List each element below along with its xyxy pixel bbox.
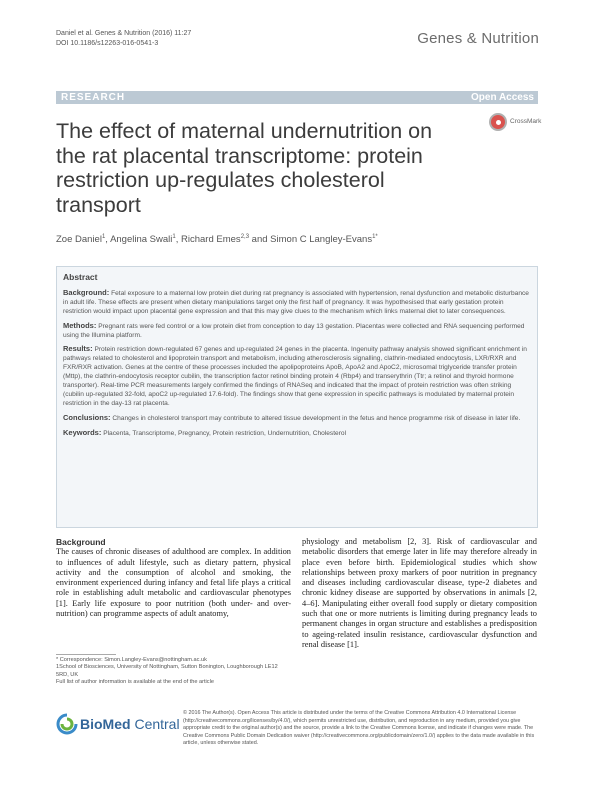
open-access-label: Open Access [471,92,534,103]
citation-line: Daniel et al. Genes & Nutrition (2016) 11:27 [56,30,192,37]
abstract-box [56,266,538,528]
footnotes [56,657,291,686]
abstract-methods: Methods: Pregnant rats were fed control or a low protein diet from conception to day 13 gestation. Placentas were collected and RNA sequencing performed using the Illumina platform. [63,320,525,339]
author-list: Zoe Daniel$^1$, Angelina Swali$^1$, Richard Emes$^{2,3}$ and Simon C Langley-Evans$^{1*}$ [56,234,378,246]
author-conjunction: and [251,234,268,246]
abstract-background: Background: Fetal exposure to a maternal low protein diet during rat pregnancy is associated with hypertension, renal dysfunction and metabolic disturbance in adult life. These effects are present when dietary manipulations target only the first half of pregnancy. It was hypothesised that early gestation protein restriction would impact upon placental gene expression and that this may give clues to the mechanism which links maternal diet to later consequences. [63,287,529,315]
abstract-conclusions: Conclusions: Changes in cholesterol transport may contribute to altered tissue development in the fetus and hence programme risk of disease in later life. [63,412,521,422]
abstract-results: Results: Protein restriction down-regulated 67 genes and up-regulated 24 genes in the placenta. Ingenuity pathway analysis showed significant enrichment in pathways related to cholesterol and lipoprotein transport and metabolism, including atherosclerosis signalling, clathrin-mediated endocytosis, LXR/RXR and FXR/RXR activation. Genes at the centre of these processes included the apolipoproteins ApoB, ApoA2 and ApoC2, microsomal triglyceride transfer protein (Mttp), the clathrin-endocytosis receptor cubilin, the transcription factor retinol binding protein 4 (Rbp4) and transerythrin (Ttr; a retinol and thyroid hormone transporter). Real-time PCR measurements largely confirmed the findings of RNASeq and indicated that the impact of protein restriction was often striking (cubilin up-regulated 32-fold, apoC2 up-regulated 17.6-fold). The findings show that gene expression in specific pathways is modulated by maternal protein restriction in the day-13 rat placenta. [63,344,527,407]
crossmark-label: CrossMark [510,118,542,125]
body-paragraph: The causes of chronic diseases of adulthood are complex. In addition to influences of adult lifestyle, such as dietary pattern, physical activity and the consumption of alcohol and smoking, the environment experienced during infancy and fetal life plays a critical role in establishing adult metabolic and cardiovascular phenotypes [1]. Early life exposure to poor nutrition (both under- and over-nutrition) can programme aspects of adult anatomy, [56,547,291,619]
body-paragraph: physiology and metabolism [2, 3]. Risk of cardiovascular and metabolic disorders that emerge later in life may therefore already in place even before birth. Epidemiological studies which show relationships between proxy markers of poor nutrition in pregnancy and diseases including cardiovascular disease, type-2 diabetes and chronic kidney disease are supported by observations in animals [2, 4–6]. Manipulating either overall food supply or dietary composition such that one or more nutrients is limiting during pregnancy leads to permanent changes in organ structure and establishes a predisposition to ageing-related insulin resistance, cardiovascular dysfunction and renal disease [1]. [302,537,537,649]
license-text: © 2016 The Author(s). Open Access This article is distributed under the terms of the Creative Commons Attribution 4.0 International License (http://creativecommons.org/licenses/by/4.0/), which permits unrestricted use, distribution, and reproduction in any medium, provided you give appropriate credit to the original author(s) and the source, provide a link to the Creative Commons license, and indicate if changes were made. The Creative Commons Public Domain Dedication waiver (http://creativecommons.org/publicdomain/zero/1.0/) applies to the data made available in this article, unless otherwise stated. [183,710,535,747]
article-title: The effect of maternal undernutrition on the rat placental transcriptome: protein restriction up-regulates cholesterol transport [56,119,433,217]
doi-line[interactable]: DOI 10.1186/s12263-016-0541-3 [56,40,159,47]
body-column-right [302,537,537,650]
publisher-logo[interactable] [56,711,180,737]
author-name[interactable]: Simon C Langley-Evans [270,234,373,246]
abstract-heading: Abstract [63,272,98,282]
correspondence-note[interactable]: * Correspondence: Simon.Langley-Evans@nottingham.ac.uk [56,657,207,663]
journal-name: Genes & Nutrition [417,30,539,47]
author-info-note: Full list of author information is available at the end of the article [56,678,214,685]
abstract-keywords: Keywords: Placenta, Transcriptome, Pregnancy, Protein restriction, Undernutrition, Cholesterol [63,427,347,437]
footnote-divider [56,654,116,655]
research-label: RESEARCH [61,92,126,103]
biomed-central-icon [56,713,78,735]
section-banner [56,91,538,104]
crossmark-badge[interactable] [489,113,549,135]
author-name[interactable]: Zoe Daniel [56,234,102,246]
citation-meta [56,29,191,49]
body-column-left [56,537,291,619]
affiliation-note: 1School of Biosciences, University of Nottingham, Sutton Bonington, Loughborough LE12 5RD, UK [56,664,278,678]
publisher-name: BioMed Central [80,716,180,732]
author-name[interactable]: Angelina Swali [110,234,173,246]
crossmark-icon [489,113,507,131]
section-heading: Background [56,537,106,547]
author-name[interactable]: Richard Emes [181,234,241,246]
